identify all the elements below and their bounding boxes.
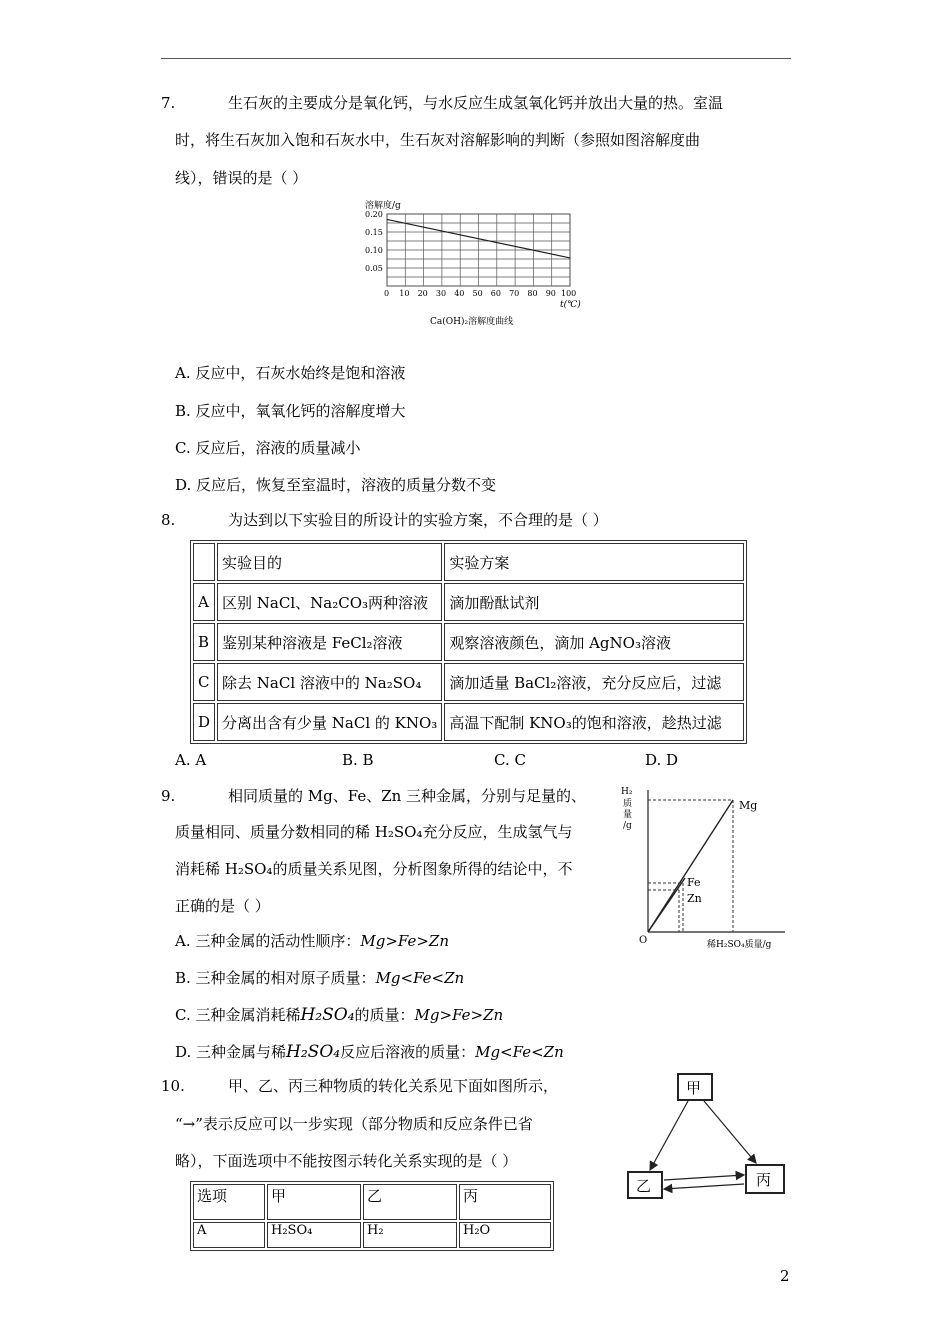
- q9-stem-line4: 正确的是（ ）: [175, 897, 270, 915]
- q7-stem-line1: 生石灰的主要成分是氧化钙，与水反应生成氢氧化钙并放出大量的热。室温: [228, 94, 724, 112]
- chart-x-tick-label: 90: [545, 289, 556, 298]
- graph-label-zn: Zn: [687, 892, 702, 905]
- table-cell: 除去 NaCl 溶液中的 Na₂SO₄: [217, 663, 442, 701]
- q9-option-d-formula: H₂SO₄: [286, 1042, 341, 1062]
- q9-option-b-math: Mg<Fe<Zn: [375, 969, 465, 987]
- chart-y-tick-label: 0.05: [365, 264, 383, 273]
- graph-label-fe: Fe: [687, 876, 701, 889]
- q9-option-d-math: Mg<Fe<Zn: [475, 1043, 564, 1061]
- chart-x-tick-label: 30: [435, 289, 447, 298]
- table-cell: 甲: [267, 1184, 361, 1220]
- table-cell: 实验目的: [217, 543, 442, 581]
- q8-answer-a: A. A: [175, 751, 207, 769]
- graph-ylabel-unit: /g: [623, 821, 632, 831]
- chart-y-tick-label: 0.15: [365, 228, 383, 237]
- graph-ylabel-h2: H₂: [621, 787, 633, 797]
- graph-label-mg: Mg: [739, 799, 758, 812]
- q10-table: [190, 1181, 554, 1251]
- chart-x-tick-label: 20: [417, 289, 428, 298]
- node-jia-label: 甲: [686, 1079, 702, 1097]
- chart-x-tick-label: 40: [454, 289, 465, 298]
- q9-stem-line1: 相同质量的 Mg、Fe、Zn 三种金属，分别与足量的、: [228, 787, 587, 805]
- q8-number: 8.: [161, 511, 176, 529]
- table-cell: C: [193, 663, 215, 701]
- q7-number: 7.: [161, 94, 176, 112]
- solubility-chart: [355, 196, 605, 332]
- q9-stem-line2: 质量相同、质量分数相同的稀 H₂SO₄充分反应，生成氢气与: [175, 823, 573, 841]
- table-cell: 实验方案: [444, 543, 744, 581]
- q10-diagram: [620, 1070, 795, 1200]
- table-row: [193, 543, 744, 581]
- chart-x-tick-label: 10: [399, 289, 410, 298]
- table-cell: 分离出含有少量 NaCl 的 KNO₃: [217, 703, 442, 741]
- table-cell: A: [193, 1222, 265, 1248]
- table-row: [193, 663, 744, 701]
- table-row: [193, 703, 744, 741]
- table-cell: [193, 543, 215, 581]
- chart-x-ticks: [384, 289, 576, 298]
- chart-y-ticks: [365, 210, 383, 273]
- q8-stem: 为达到以下实验目的所设计的实验方案，不合理的是（ ）: [228, 511, 608, 529]
- q9-option-c-formula: H₂SO₄: [300, 1005, 355, 1025]
- q9-option-b: [175, 968, 464, 988]
- table-cell: H₂SO₄: [267, 1222, 361, 1248]
- table-cell: H₂: [363, 1222, 457, 1248]
- chart-y-tick-label: 0.10: [365, 246, 383, 255]
- graph-ylabel-zhi: 质: [623, 799, 633, 809]
- chart-x-tick-label: 70: [509, 289, 520, 298]
- table-cell: H₂O: [459, 1222, 551, 1248]
- chart-x-tick-label: 50: [472, 289, 483, 298]
- q10-stem-line1: 甲、乙、丙三种物质的转化关系见下面如图所示，: [228, 1077, 559, 1095]
- q9-option-d-text: D. 三种金属与稀: [175, 1043, 287, 1061]
- q7-stem-line2: 时，将生石灰加入饱和石灰水中，生石灰对溶解影响的判断（参照如图溶解度曲: [175, 131, 701, 149]
- q10-stem-line3: 略），下面选项中不能按图示转化关系实现的是（ ）: [175, 1152, 518, 1170]
- q9-option-c-mid: 的质量：: [354, 1006, 415, 1024]
- table-row: [193, 1222, 551, 1248]
- table-cell: 鉴别某种溶液是 FeCl₂溶液: [217, 623, 442, 661]
- chart-xlabel: t(℃): [560, 300, 581, 310]
- page-number: 2: [780, 1267, 790, 1285]
- q9-option-a-text: A. 三种金属的活动性顺序：: [175, 932, 361, 950]
- q9-number: 9.: [161, 787, 176, 805]
- table-cell: D: [193, 703, 215, 741]
- node-bing-label: 丙: [756, 1171, 772, 1189]
- chart-x-tick-label: 0: [384, 289, 390, 298]
- q7-option-a: A. 反应中，石灰水始终是饱和溶液: [175, 364, 406, 382]
- chart-ylabel: 溶解度/g: [365, 201, 401, 211]
- table-cell: B: [193, 623, 215, 661]
- q9-option-d-mid: 反应后溶液的质量：: [340, 1043, 476, 1061]
- chart-y-tick-label: 0.20: [365, 210, 383, 219]
- q9-option-a-math: Mg>Fe>Zn: [360, 932, 450, 950]
- table-cell: 观察溶液颜色，滴加 AgNO₃溶液: [444, 623, 744, 661]
- table-cell: 滴加适量 BaCl₂溶液，充分反应后，过滤: [444, 663, 744, 701]
- q7-stem-line3: 线），错误的是（ ）: [175, 169, 308, 187]
- q9-option-b-text: B. 三种金属的相对原子质量：: [175, 969, 376, 987]
- q9-option-d: [175, 1042, 564, 1062]
- arrow-bing-yi: [664, 1184, 744, 1189]
- table-row: [193, 583, 744, 621]
- q9-option-a: [175, 931, 449, 951]
- q8-answer-b: B. B: [342, 751, 374, 769]
- arrow-yi-bing: [664, 1175, 744, 1180]
- chart-x-tick-label: 100: [561, 289, 577, 298]
- table-row: [193, 1184, 551, 1220]
- q9-graph: [615, 782, 795, 952]
- q10-stem-line2: “→”表示反应可以一步实现（部分物质和反应条件已省: [175, 1115, 533, 1133]
- q8-answer-c: C. C: [494, 751, 526, 769]
- q7-option-b: B. 反应中，氧氧化钙的溶解度增大: [175, 402, 406, 420]
- q9-option-c: [175, 1005, 503, 1025]
- graph-origin: O: [639, 935, 648, 946]
- table-row: [193, 623, 744, 661]
- chart-x-tick-label: 60: [490, 289, 501, 298]
- arrow-jia-bing: [704, 1101, 756, 1163]
- table-cell: 丙: [459, 1184, 551, 1220]
- q8-table: [190, 540, 747, 744]
- arrow-jia-yi: [650, 1101, 688, 1170]
- table-cell: A: [193, 583, 215, 621]
- table-cell: 高温下配制 KNO₃的饱和溶液，趁热过滤: [444, 703, 744, 741]
- node-yi-label: 乙: [636, 1177, 652, 1195]
- q9-option-c-text: C. 三种金属消耗稀: [175, 1006, 301, 1024]
- chart-x-tick-label: 80: [527, 289, 538, 298]
- header-rule: [161, 58, 791, 59]
- table-cell: 乙: [363, 1184, 457, 1220]
- table-cell: 区别 NaCl、Na₂CO₃两种溶液: [217, 583, 442, 621]
- graph-xlabel: 稀H₂SO₄质量/g: [707, 940, 772, 950]
- graph-ylabel-liang: 量: [623, 810, 633, 820]
- q7-option-c: C. 反应后，溶液的质量减小: [175, 439, 361, 457]
- q10-number: 10.: [161, 1077, 185, 1095]
- q8-answer-d: D. D: [645, 751, 679, 769]
- table-cell: 选项: [193, 1184, 265, 1220]
- q7-option-d: D. 反应后，恢复至室温时，溶液的质量分数不变: [175, 476, 497, 494]
- q9-option-c-math: Mg>Fe>Zn: [414, 1006, 504, 1024]
- q9-stem-line3: 消耗稀 H₂SO₄的质量关系见图，分析图象所得的结论中，不: [175, 860, 573, 878]
- table-cell: 滴加酚酞试剂: [444, 583, 744, 621]
- chart-title: Ca(OH)₂溶解度曲线: [430, 317, 514, 327]
